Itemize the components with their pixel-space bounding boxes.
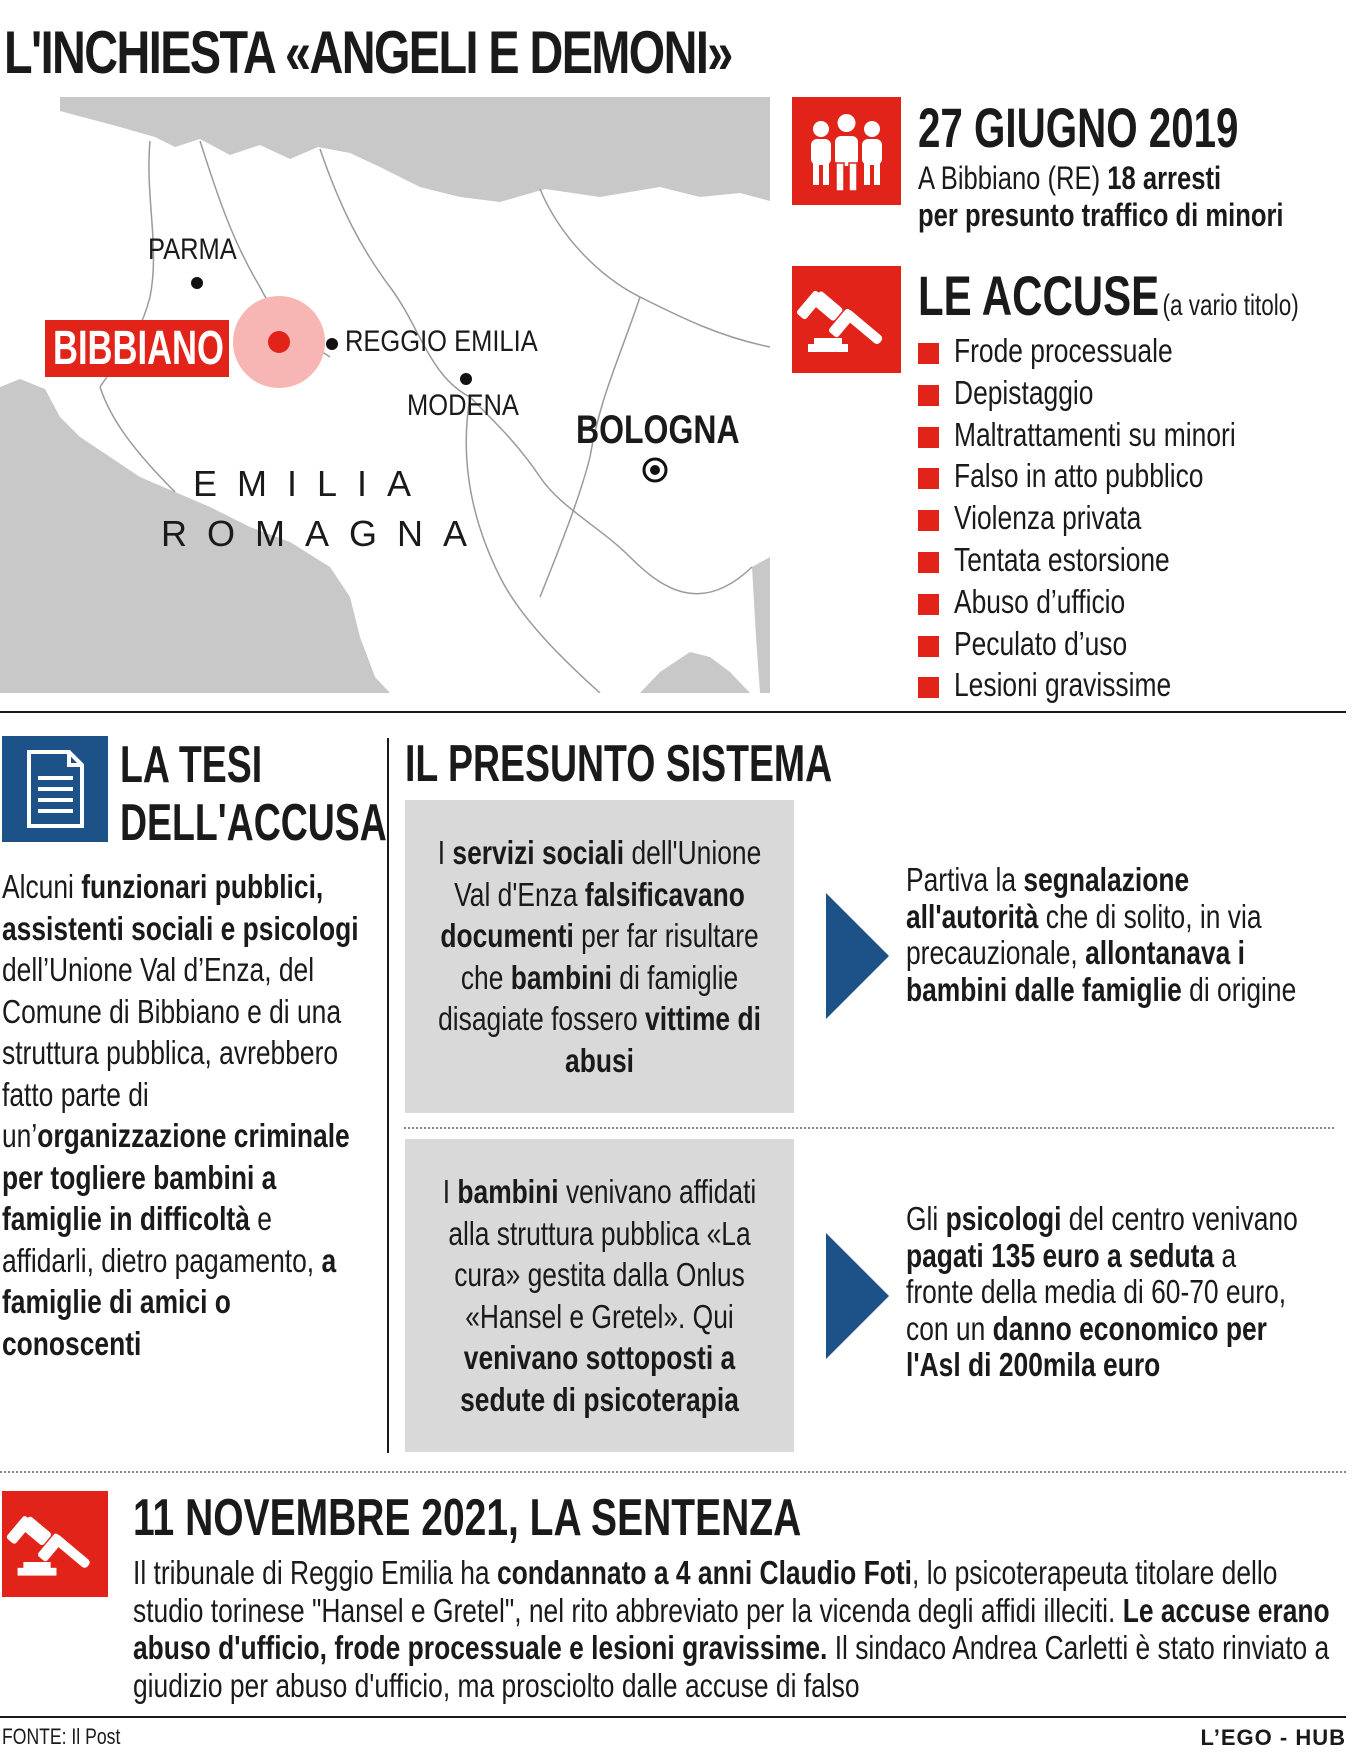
dotted-separator-bottom [0,1471,1346,1473]
tesi-paragraph [2,866,370,1364]
right1-p2: che di solito, in via precauzionale, [906,897,1262,971]
sistema-box-1-text [428,832,771,1081]
arrow-right-icon [826,893,889,1019]
tesi-b1: funzionari pubblici, assistenti sociali e psicologi [2,868,359,947]
accuse-heading: LE ACCUSE [918,264,1160,327]
tesi-p2: dell’Unione Val d’Enza, del Comune di Bibbiano e di una struttura pubblica, avrebbero fatto parte di un’ [2,951,342,1154]
bullet-square-icon [918,636,939,657]
sentenza-b1: condannato a 4 anni Claudio Foti [496,1554,913,1591]
box1-b1: servizi sociali [452,834,625,871]
tesi-b2: organizzazione criminale per togliere bambini a famiglie in difficoltà [2,1117,350,1237]
accusa-label: Falso in atto pubblico [954,457,1204,495]
box2-p2: venivano affidati alla struttura pubblica «La cura» gestita dalla Onlus «Hansel e Gretel». Qui [448,1173,757,1335]
bullet-square-icon [918,468,939,489]
sentenza-title: 11 NOVEMBRE 2021, LA SENTENZA [133,1489,802,1547]
sentenza-p3: Il sindaco Andrea Carletti è stato rinviato a giudizio per abuso d'ufficio, ma prosciolto dalle accuse di falso [133,1629,1330,1704]
accusa-label: Abuso d’ufficio [954,582,1126,620]
right2-b1: psicologi [945,1200,1062,1237]
tesi-title [120,736,387,852]
accusa-label: Peculato d’uso [954,624,1128,662]
label-bologna: BOLOGNA [576,408,740,452]
arrest-reason: per presunto traffico di minori [918,197,1284,233]
box1-b2: falsificavano documenti [440,875,745,954]
accuse-title [918,263,1299,328]
bullet-square-icon [918,343,939,364]
bullet-square-icon [918,427,939,448]
label-modena: MODENA [407,389,519,422]
label-reggio-emilia: REGGIO EMILIA [345,325,538,358]
tesi-title-line2: DELL'ACCUSA [120,794,387,852]
right1-p1: Partiva la [906,861,1024,898]
column-divider [387,738,389,1453]
box1-p2: dell'Unione Val d'Enza [454,834,762,913]
tesi-p1: Alcuni [2,868,82,905]
sistema-box-2 [405,1139,794,1452]
accusa-label: Maltrattamenti su minori [954,415,1236,453]
sistema-outcome-2 [906,1201,1306,1384]
bibbiano-dot [268,331,290,353]
sistema-box-2-text [428,1171,771,1420]
right2-p3: a fronte della media di 60-70 euro, con un [906,1236,1287,1347]
source-credit: FONTE: Il Post [2,1724,121,1749]
accusa-label: Tentata estorsione [954,540,1170,578]
arrow-right-icon [826,1233,889,1359]
bullet-square-icon [918,385,939,406]
label-bibbiano-text: BIBBIANO [53,322,224,375]
accusa-label: Lesioni gravissime [954,666,1172,704]
reggio-dot [326,338,338,350]
document-icon [2,736,108,842]
box2-b2: venivano sottoposti a sedute di psicoterapia [460,1339,739,1418]
label-parma: PARMA [148,233,237,266]
sentenza-p1: Il tribunale di Reggio Emilia ha [133,1554,497,1591]
gavel-icon [792,266,901,373]
box1-b3: bambini [510,958,612,996]
map-right-strip [752,557,770,693]
box1-p3: per far risultare che [460,917,759,996]
right2-p2: del centro venivano [1061,1200,1298,1237]
accusa-label: Violenza privata [954,499,1142,537]
sistema-title: IL PRESUNTO SISTEMA [405,735,833,793]
accuse-subtitle: (a vario titolo) [1162,289,1299,322]
arrest-date: 27 GIUGNO 2019 [918,96,1239,159]
accusa-label: Frode processuale [954,332,1173,369]
box2-b1: bambini [457,1173,559,1210]
people-icon [792,97,901,205]
sistema-outcome-1 [906,862,1306,1008]
label-region-romagna: ROMAGNA [161,513,488,554]
section-divider-top [0,711,1346,713]
region-map [0,97,770,693]
gavel-icon [2,1491,108,1597]
map-marche-corner [640,652,750,693]
sentenza-paragraph [133,1554,1337,1704]
sentenza-b2: Le accuse erano abuso d'ufficio, frode processuale e lesioni gravissime. [133,1591,1330,1666]
parma-dot [191,277,203,289]
bullet-square-icon [918,510,939,531]
label-region-emilia: EMILIA [193,463,432,504]
right1-p3: di origine [1181,970,1297,1008]
map-northern-regions [60,97,770,202]
right2-b2: pagati 135 euro a seduta [906,1236,1215,1274]
arrest-description [918,160,1284,234]
bologna-marker-inner [650,465,660,475]
right2-p1: Gli [906,1200,946,1237]
box1-p4: di famiglie disagiate fossero [438,958,739,1037]
bullet-square-icon [918,552,939,573]
tesi-p3: e affidarli, dietro pagamento, [2,1200,322,1279]
dotted-separator-middle [404,1127,1334,1129]
brand-logo-text: L’EGO - HUB [1200,1725,1346,1750]
main-title: L'INCHIESTA «ANGELI E DEMONI» [4,19,732,86]
right1-b1: segnalazione all'autorità [906,861,1190,935]
bullet-square-icon [918,594,939,615]
box2-p1: I [442,1173,458,1210]
tesi-title-line1: LA TESI [120,736,263,794]
sentenza-p2: , lo psicoterapeuta titolare dello studio torinese "Hansel e Gretel", nel rito abbreviato per la vicenda degli affidi illeciti. [133,1554,1278,1629]
sistema-box-1 [405,800,794,1113]
label-bibbiano [45,320,229,377]
box1-p1: I [437,834,453,871]
right2-b3: danno economico per l'Asl di 200mila euro [906,1309,1267,1383]
footer-divider [0,1716,1346,1718]
bullet-square-icon [918,677,939,698]
arrest-desc-plain: A Bibbiano (RE) [918,160,1108,196]
accusa-label: Depistaggio [954,373,1094,411]
modena-dot [460,373,472,385]
arrest-count: 18 arresti [1107,160,1222,196]
tesi-b3: a famiglie di amici o conoscenti [2,1241,337,1362]
right1-b2: allontanava i bambini dalle famiglie [906,934,1245,1008]
box1-b4: vittime di abusi [565,1000,761,1079]
